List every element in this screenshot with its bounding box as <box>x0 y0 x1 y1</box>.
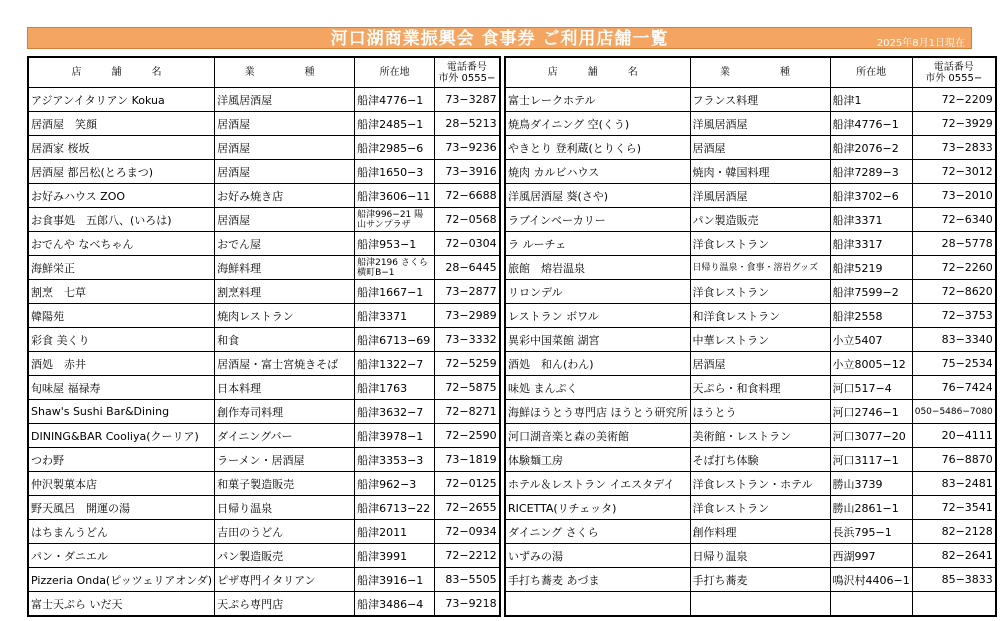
table-row <box>505 472 996 496</box>
phone-cell: 73−3916 <box>435 160 500 184</box>
business-type-cell: 日帰り温泉 <box>690 544 830 568</box>
phone-cell: 73−3287 <box>435 88 500 112</box>
location-cell: 勝山2861−1 <box>830 496 912 520</box>
location-cell: 船津3991 <box>355 544 435 568</box>
business-type-cell: ラーメン・居酒屋 <box>215 448 355 472</box>
location-cell: 船津2985−6 <box>355 136 435 160</box>
location-cell: 船津3702−6 <box>830 184 912 208</box>
business-type-cell: 洋風居酒屋 <box>690 112 830 136</box>
location-cell: 船津1 <box>830 88 912 112</box>
shop-name-cell: 酒処 和ん(わん) <box>505 352 690 376</box>
business-type-cell: 洋食レストラン・ホテル <box>690 472 830 496</box>
phone-cell: 73−3332 <box>435 328 500 352</box>
phone-cell: 72−2655 <box>435 496 500 520</box>
shop-name-cell: 居酒屋 笑顔 <box>28 112 215 136</box>
table-row <box>28 328 500 352</box>
table-row <box>505 160 996 184</box>
business-type-cell: 中華レストラン <box>690 328 830 352</box>
shop-table-left <box>27 56 501 617</box>
location-cell: 船津3978−1 <box>355 424 435 448</box>
table-row <box>505 352 996 376</box>
table-row <box>28 136 500 160</box>
phone-cell: 72−2212 <box>435 544 500 568</box>
phone-cell: 72−8271 <box>435 400 500 424</box>
table-row <box>505 256 996 280</box>
location-cell: 船津4776−1 <box>355 88 435 112</box>
shop-name-cell: 野天風呂 開運の湯 <box>28 496 215 520</box>
phone-cell: 72−2590 <box>435 424 500 448</box>
phone-cell: 72−3753 <box>912 304 996 328</box>
location-cell: 船津3606−11 <box>355 184 435 208</box>
phone-cell: 73−2833 <box>912 136 996 160</box>
table-row <box>505 376 996 400</box>
table-row <box>28 448 500 472</box>
business-type-cell: 洋食レストラン <box>690 496 830 520</box>
shop-name-cell: いずみの湯 <box>505 544 690 568</box>
shop-name-cell: 旬味屋 福禄寿 <box>28 376 215 400</box>
col-header-name: 店 舗 名 <box>28 57 215 88</box>
shop-name-cell: 彩食 美くり <box>28 328 215 352</box>
title-banner <box>27 27 972 49</box>
shop-name-cell: リロンデル <box>505 280 690 304</box>
shop-name-cell: ラブインベーカリー <box>505 208 690 232</box>
table-row <box>28 568 500 592</box>
location-cell: 船津7289−3 <box>830 160 912 184</box>
business-type-cell: 居酒屋 <box>215 112 355 136</box>
shop-name-cell: 河口湖音楽と森の美術館 <box>505 424 690 448</box>
business-type-cell: 居酒屋 <box>215 160 355 184</box>
phone-cell: 72−0304 <box>435 232 500 256</box>
business-type-cell: 居酒屋 <box>215 208 355 232</box>
business-type-cell: 焼肉レストラン <box>215 304 355 328</box>
shop-name-cell: 居酒屋 都呂松(とろまつ) <box>28 160 215 184</box>
shop-name-cell: 手打ち蕎麦 あづま <box>505 568 690 592</box>
tel-header-line2: 市外 0555− <box>438 72 496 84</box>
phone-cell: 82−2128 <box>912 520 996 544</box>
phone-cell: 72−2260 <box>912 256 996 280</box>
shop-name-cell: 旅館 熔岩温泉 <box>505 256 690 280</box>
location-cell: 河口517−4 <box>830 376 912 400</box>
shop-name-cell: 仲沢製菓本店 <box>28 472 215 496</box>
col-header-tel <box>435 57 500 88</box>
location-cell: 船津2196 さくら横町B−1 <box>355 256 435 280</box>
location-cell: 河口3077−20 <box>830 424 912 448</box>
phone-cell: 72−0568 <box>435 208 500 232</box>
location-cell: 船津7599−2 <box>830 280 912 304</box>
business-type-cell: そば打ち体験 <box>690 448 830 472</box>
location-cell: 船津3317 <box>830 232 912 256</box>
phone-cell: 72−5875 <box>435 376 500 400</box>
table-row <box>505 280 996 304</box>
phone-cell: 72−5259 <box>435 352 500 376</box>
phone-cell: 72−6340 <box>912 208 996 232</box>
phone-cell: 72−3929 <box>912 112 996 136</box>
business-type-cell: 割烹料理 <box>215 280 355 304</box>
shop-name-cell: やきとり 登利蔵(とりくら) <box>505 136 690 160</box>
business-type-cell: 居酒屋 <box>690 136 830 160</box>
table-row <box>28 424 500 448</box>
location-cell: 船津962−3 <box>355 472 435 496</box>
table-row <box>505 400 996 424</box>
table-row <box>505 208 996 232</box>
business-type-cell: 洋食レストラン <box>690 232 830 256</box>
location-cell: 船津3371 <box>355 304 435 328</box>
shop-name-cell: つわ野 <box>28 448 215 472</box>
as-of-date: 2025年8月1日現在 <box>876 38 965 49</box>
business-type-cell: 和洋食レストラン <box>690 304 830 328</box>
business-type-cell: ほうとう <box>690 400 830 424</box>
table-row <box>28 232 500 256</box>
business-type-cell: おでん屋 <box>215 232 355 256</box>
phone-cell: 73−9218 <box>435 592 500 617</box>
location-cell: 船津1667−1 <box>355 280 435 304</box>
location-cell: 船津2558 <box>830 304 912 328</box>
table-row <box>28 400 500 424</box>
shop-name-cell: ホテル＆レストラン イエスタデイ <box>505 472 690 496</box>
location-cell: 船津3353−3 <box>355 448 435 472</box>
table-header-row <box>28 57 500 88</box>
table-row <box>505 304 996 328</box>
col-header-location: 所在地 <box>355 57 435 88</box>
location-cell: 勝山3739 <box>830 472 912 496</box>
phone-cell: 83−5505 <box>435 568 500 592</box>
business-type-cell: 洋風居酒屋 <box>215 88 355 112</box>
table-row <box>505 448 996 472</box>
shop-name-cell: ダイニング さくら <box>505 520 690 544</box>
table-row <box>28 280 500 304</box>
shop-name-cell: おでんや なべちゃん <box>28 232 215 256</box>
phone-cell: 76−8870 <box>912 448 996 472</box>
phone-cell: 28−5213 <box>435 112 500 136</box>
business-type-cell: ダイニングバー <box>215 424 355 448</box>
shop-table-right <box>504 56 997 617</box>
table-row <box>505 424 996 448</box>
phone-cell: 73−1819 <box>435 448 500 472</box>
phone-cell <box>912 592 996 617</box>
phone-cell: 82−2641 <box>912 544 996 568</box>
business-type-cell: 創作寿司料理 <box>215 400 355 424</box>
table-row <box>505 592 996 617</box>
location-cell: 船津1650−3 <box>355 160 435 184</box>
table-row <box>28 184 500 208</box>
table-row <box>28 256 500 280</box>
table-row <box>505 112 996 136</box>
table-row <box>28 208 500 232</box>
phone-cell: 72−0934 <box>435 520 500 544</box>
table-row <box>505 496 996 520</box>
shop-name-cell: Shaw's Sushi Bar&Dining <box>28 400 215 424</box>
phone-cell: 72−6688 <box>435 184 500 208</box>
shop-name-cell: 焼肉 カルビハウス <box>505 160 690 184</box>
col-header-type: 業 種 <box>690 57 830 88</box>
phone-cell: 76−7424 <box>912 376 996 400</box>
phone-cell: 050−5486−7080 <box>912 400 996 424</box>
location-cell: 船津2011 <box>355 520 435 544</box>
business-type-cell: 和食 <box>215 328 355 352</box>
phone-cell: 72−0125 <box>435 472 500 496</box>
business-type-cell: ピザ専門イタリアン <box>215 568 355 592</box>
phone-cell: 72−3541 <box>912 496 996 520</box>
business-type-cell: 和菓子製造販売 <box>215 472 355 496</box>
shop-name-cell: 体験麺工房 <box>505 448 690 472</box>
phone-cell: 83−2481 <box>912 472 996 496</box>
location-cell: 船津953−1 <box>355 232 435 256</box>
shop-name-cell: レストラン ボワル <box>505 304 690 328</box>
table-row <box>28 112 500 136</box>
table-row <box>28 472 500 496</box>
tel-header-line2: 市外 0555− <box>925 72 983 84</box>
shop-name-cell: 富士レークホテル <box>505 88 690 112</box>
phone-cell: 72−8620 <box>912 280 996 304</box>
phone-cell: 83−3340 <box>912 328 996 352</box>
location-cell: 船津5219 <box>830 256 912 280</box>
col-header-tel <box>912 57 996 88</box>
location-cell: 船津6713−22 <box>355 496 435 520</box>
table-header-row <box>505 57 996 88</box>
phone-cell: 75−2534 <box>912 352 996 376</box>
shop-name-cell: 異彩中国菜館 湖宮 <box>505 328 690 352</box>
business-type-cell: 手打ち蕎麦 <box>690 568 830 592</box>
shop-name-cell: 焼鳥ダイニング 空(くう) <box>505 112 690 136</box>
location-cell <box>830 592 912 617</box>
business-type-cell: お好み焼き店 <box>215 184 355 208</box>
shop-name-cell: 割烹 七草 <box>28 280 215 304</box>
shop-name-cell: 味処 まんぷく <box>505 376 690 400</box>
business-type-cell: 日本料理 <box>215 376 355 400</box>
location-cell: 小立5407 <box>830 328 912 352</box>
table-row <box>505 88 996 112</box>
table-row <box>28 592 500 617</box>
phone-cell: 73−9236 <box>435 136 500 160</box>
phone-cell: 28−6445 <box>435 256 500 280</box>
table-row <box>28 544 500 568</box>
shop-name-cell: はちまんうどん <box>28 520 215 544</box>
location-cell: 船津6713−69 <box>355 328 435 352</box>
location-cell: 船津3371 <box>830 208 912 232</box>
table-row <box>28 304 500 328</box>
shop-name-cell: Pizzeria Onda(ピッツェリアオンダ) <box>28 568 215 592</box>
location-cell: 河口2746−1 <box>830 400 912 424</box>
business-type-cell: 焼肉・韓国料理 <box>690 160 830 184</box>
location-cell: 鳴沢村4406−1 <box>830 568 912 592</box>
location-cell: 船津3632−7 <box>355 400 435 424</box>
col-header-type: 業 種 <box>215 57 355 88</box>
location-cell: 船津3486−4 <box>355 592 435 617</box>
table-row <box>505 520 996 544</box>
business-type-cell: パン製造販売 <box>215 544 355 568</box>
phone-cell: 73−2010 <box>912 184 996 208</box>
table-row <box>505 544 996 568</box>
phone-cell: 20−4111 <box>912 424 996 448</box>
table-row <box>28 496 500 520</box>
business-type-cell: 日帰り温泉・食事・溶岩グッズ <box>690 256 830 280</box>
location-cell: 船津4776−1 <box>830 112 912 136</box>
phone-cell: 73−2989 <box>435 304 500 328</box>
phone-cell: 28−5778 <box>912 232 996 256</box>
business-type-cell: パン製造販売 <box>690 208 830 232</box>
shop-name-cell: 海鮮栄正 <box>28 256 215 280</box>
business-type-cell: 居酒屋 <box>690 352 830 376</box>
business-type-cell: 天ぷら・和食料理 <box>690 376 830 400</box>
location-cell: 船津996−21 陽山サンプラザ <box>355 208 435 232</box>
phone-cell: 72−3012 <box>912 160 996 184</box>
shop-name-cell <box>505 592 690 617</box>
business-type-cell: 洋食レストラン <box>690 280 830 304</box>
location-cell: 小立8005−12 <box>830 352 912 376</box>
business-type-cell <box>690 592 830 617</box>
business-type-cell: 洋風居酒屋 <box>690 184 830 208</box>
business-type-cell: 天ぷら専門店 <box>215 592 355 617</box>
shop-name-cell: 酒処 赤井 <box>28 352 215 376</box>
shop-name-cell: 韓陽苑 <box>28 304 215 328</box>
location-cell: 河口3117−1 <box>830 448 912 472</box>
business-type-cell: 居酒屋・富士宮焼きそば <box>215 352 355 376</box>
shop-name-cell: DINING&BAR Cooliya(クーリア) <box>28 424 215 448</box>
location-cell: 船津1322−7 <box>355 352 435 376</box>
phone-cell: 72−2209 <box>912 88 996 112</box>
shop-name-cell: 富士天ぷら いだ天 <box>28 592 215 617</box>
table-row <box>28 376 500 400</box>
table-row <box>505 328 996 352</box>
page-title: 河口湖商業振興会 食事券 ご利用店舗一覧 <box>330 29 669 49</box>
business-type-cell: 日帰り温泉 <box>215 496 355 520</box>
table-row <box>28 88 500 112</box>
table-row <box>28 520 500 544</box>
location-cell: 船津3916−1 <box>355 568 435 592</box>
shop-name-cell: お好みハウス ZOO <box>28 184 215 208</box>
table-row <box>505 232 996 256</box>
business-type-cell: 吉田のうどん <box>215 520 355 544</box>
shop-name-cell: ラ ルーチェ <box>505 232 690 256</box>
col-header-location: 所在地 <box>830 57 912 88</box>
table-row <box>28 352 500 376</box>
table-row <box>505 136 996 160</box>
tel-header-line1: 電話番号 <box>446 61 487 73</box>
location-cell: 船津2485−1 <box>355 112 435 136</box>
shop-name-cell: 居酒家 桜坂 <box>28 136 215 160</box>
table-row <box>505 568 996 592</box>
business-type-cell: 海鮮料理 <box>215 256 355 280</box>
col-header-name: 店 舗 名 <box>505 57 690 88</box>
phone-cell: 85−3833 <box>912 568 996 592</box>
table-row <box>505 184 996 208</box>
phone-cell: 73−2877 <box>435 280 500 304</box>
shop-name-cell: アジアンイタリアン Kokua <box>28 88 215 112</box>
business-type-cell: 居酒屋 <box>215 136 355 160</box>
shop-name-cell: お食事処 五郎八、(いろは) <box>28 208 215 232</box>
business-type-cell: 創作料理 <box>690 520 830 544</box>
shop-name-cell: 洋風居酒屋 葵(さや) <box>505 184 690 208</box>
table-row <box>28 160 500 184</box>
location-cell: 西湖997 <box>830 544 912 568</box>
location-cell: 船津1763 <box>355 376 435 400</box>
location-cell: 船津2076−2 <box>830 136 912 160</box>
shop-name-cell: 海鮮ほうとう専門店 ほうとう研究所 <box>505 400 690 424</box>
shop-name-cell: パン・ダニエル <box>28 544 215 568</box>
business-type-cell: 美術館・レストラン <box>690 424 830 448</box>
tel-header-line1: 電話番号 <box>933 61 974 73</box>
shop-name-cell: RICETTA(リチェッタ) <box>505 496 690 520</box>
business-type-cell: フランス料理 <box>690 88 830 112</box>
location-cell: 長浜795−1 <box>830 520 912 544</box>
